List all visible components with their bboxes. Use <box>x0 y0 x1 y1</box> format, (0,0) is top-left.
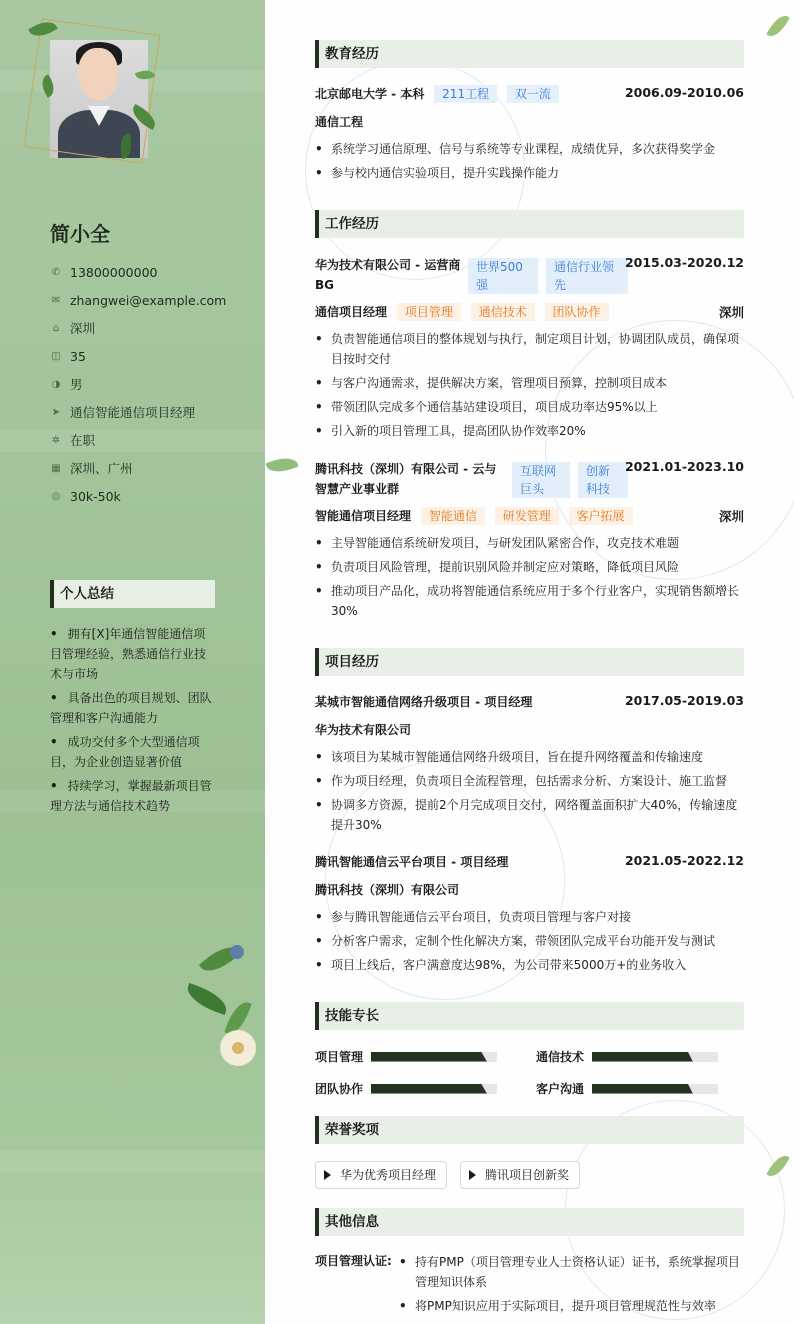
job-duty: • 主导智能通信系统研发项目，与研发团队紧密合作，攻克技术难题 <box>315 533 744 553</box>
age-row <box>50 342 226 370</box>
cake-icon: ◫ <box>51 350 61 362</box>
skill-tag: 智能通信 <box>421 507 485 525</box>
email-value: zhangwei@example.com <box>70 292 227 308</box>
target-city-value: 深圳、广州 <box>70 461 133 476</box>
project-company: 华为技术有限公司 <box>315 723 412 737</box>
skill-bar-fill <box>592 1084 693 1094</box>
honors-title: 荣誉奖项 <box>315 1116 744 1144</box>
status-icon: ✲ <box>51 434 61 446</box>
age-value: 35 <box>70 348 86 364</box>
city-row <box>50 314 226 342</box>
education-list <box>315 139 744 187</box>
phone-row <box>50 258 226 286</box>
major: 通信工程 <box>315 115 364 129</box>
project-details <box>315 747 744 839</box>
skill-bar <box>371 1084 497 1094</box>
job-duty: • 负责智能通信项目的整体规划与执行，制定项目计划，协调团队成员，确保项目按时交付 <box>315 329 744 369</box>
skill-name: 项目管理 <box>315 1050 364 1064</box>
job-duty: • 与客户沟通需求，提供解决方案，管理项目预算，控制项目成本 <box>315 373 744 393</box>
candidate-name: 简小全 <box>50 222 110 246</box>
summary-item: • 成功交付多个大型通信项目，为企业创造显著价值 <box>50 732 216 772</box>
job-header <box>315 459 744 499</box>
skill-tag: 研发管理 <box>495 507 559 525</box>
skill-item <box>315 1048 497 1065</box>
job-duty: • 负责项目风险管理，提前识别风险并制定应对策略，降低项目风险 <box>315 557 744 577</box>
project-detail: • 该项目为某城市智能通信网络升级项目，旨在提升网络覆盖和传输速度 <box>315 747 744 767</box>
project-detail: • 协调多方资源，提前2个月完成项目交付，网络覆盖面积扩大40%，传输速度提升30% <box>315 795 744 835</box>
job-header <box>315 255 744 295</box>
skill-item <box>536 1048 718 1065</box>
job-date: 2015.03-2020.12 <box>624 255 744 270</box>
skill-name: 客户沟通 <box>536 1082 585 1096</box>
education-title: 教育经历 <box>315 40 744 68</box>
project-detail: • 项目上线后，客户满意度达98%，为公司带来5000万+的业务收入 <box>315 955 744 975</box>
company-tag: 通信行业领 先 <box>546 258 628 294</box>
school-tag: 211工程 <box>434 85 497 103</box>
email-row <box>50 286 226 314</box>
leaf-decoration <box>266 453 299 476</box>
home-icon: ⌂ <box>52 322 60 334</box>
money-icon: ◎ <box>51 490 61 502</box>
job-role: 通信项目经理 <box>315 305 388 319</box>
skill-bar <box>371 1052 497 1062</box>
summary-item: • 拥有[X]年通信智能通信项目管理经验，熟悉通信行业技术与市场 <box>50 624 216 684</box>
skill-bar-fill <box>371 1084 487 1094</box>
main-content <box>265 0 794 1324</box>
city-value: 深圳 <box>70 321 96 336</box>
job-duties <box>315 533 744 625</box>
phone-value: 13800000000 <box>70 264 158 280</box>
cert-label: 项目管理认证: <box>315 1254 392 1268</box>
background-texture <box>0 1150 265 1172</box>
school-tag: 双一流 <box>507 85 559 103</box>
target-city-row <box>50 454 226 482</box>
skill-tag: 团队协作 <box>545 303 609 321</box>
summary-item: • 持续学习，掌握最新项目管理方法与通信技术趋势 <box>50 776 216 816</box>
skill-tag: 客户拓展 <box>569 507 633 525</box>
status-row <box>50 426 226 454</box>
work-title: 工作经历 <box>315 210 744 238</box>
company-tag: 互联网 巨头 <box>512 462 570 498</box>
cert-item: • 持有PMP（项目管理专业人士资格认证）证书，系统掌握项目管理知识体系 <box>399 1252 744 1292</box>
award-label: 华为优秀项目经理 <box>340 1168 437 1182</box>
summary-title: 个人总结 <box>50 580 215 608</box>
company-name: 腾讯科技（深圳）有限公司 - 云与 智慧产业事业群 <box>315 462 497 496</box>
summary-list <box>50 624 216 820</box>
summary-item: • 具备出色的项目规划、团队管理和客户沟通能力 <box>50 688 216 728</box>
target-job-row <box>50 398 226 426</box>
cert-list <box>399 1252 744 1320</box>
job-location: 深圳 <box>718 509 744 524</box>
skill-bar <box>592 1052 718 1062</box>
education-item: • 参与校内通信实验项目，提升实践操作能力 <box>315 163 744 183</box>
target-job-value: 通信智能通信项目经理 <box>70 405 196 420</box>
award-badge <box>315 1161 447 1189</box>
sidebar <box>0 0 265 1324</box>
play-icon <box>324 1170 331 1180</box>
skill-name: 团队协作 <box>315 1082 364 1096</box>
leaf-decoration <box>766 12 789 41</box>
education-date: 2006.09-2010.06 <box>624 85 744 100</box>
award-label: 腾讯项目创新奖 <box>485 1168 570 1182</box>
project-company: 腾讯科技（深圳）有限公司 <box>315 883 460 897</box>
play-icon <box>469 1170 476 1180</box>
mail-icon: ✉ <box>51 294 61 306</box>
contact-info <box>50 258 226 510</box>
cert-item: • 将PMP知识应用于实际项目，提升项目管理规范性与效率 <box>399 1296 744 1316</box>
company-name: 华为技术有限公司 - 运营商 BG <box>315 258 461 292</box>
status-value: 在职 <box>70 433 96 448</box>
project-name: 某城市智能通信网络升级项目 - 项目经理 <box>315 695 533 709</box>
school-name: 北京邮电大学 - 本科 <box>315 87 425 101</box>
avatar <box>50 40 148 158</box>
skill-bar <box>592 1084 718 1094</box>
project-date: 2017.05-2019.03 <box>624 693 744 708</box>
skill-tag: 通信技术 <box>471 303 535 321</box>
gender-value: 男 <box>70 377 83 392</box>
project-detail: • 作为项目经理，负责项目全流程管理，包括需求分析、方案设计、施工监督 <box>315 771 744 791</box>
skill-item <box>315 1080 497 1097</box>
skill-tag: 项目管理 <box>397 303 461 321</box>
skill-bar-fill <box>592 1052 693 1062</box>
skill-name: 通信技术 <box>536 1050 585 1064</box>
job-duties <box>315 329 744 445</box>
phone-icon: ✆ <box>51 266 61 278</box>
project-details <box>315 907 744 979</box>
building-icon: ▦ <box>51 462 61 474</box>
education-item: • 系统学习通信原理、信号与系统等专业课程，成绩优异，多次获得奖学金 <box>315 139 744 159</box>
job-role: 智能通信项目经理 <box>315 509 412 523</box>
job-duty: • 推动项目产品化，成功将智能通信系统应用于多个行业客户，实现销售额增长30% <box>315 581 744 621</box>
projects-title: 项目经历 <box>315 648 744 676</box>
job-date: 2021.01-2023.10 <box>624 459 744 474</box>
job-duty: • 引入新的项目管理工具，提高团队协作效率20% <box>315 421 744 441</box>
project-header <box>315 853 744 871</box>
award-badge <box>460 1161 580 1189</box>
project-date: 2021.05-2022.12 <box>624 853 744 868</box>
salary-row <box>50 482 226 510</box>
project-name: 腾讯智能通信云平台项目 - 项目经理 <box>315 855 509 869</box>
company-tag: 创新 科技 <box>578 462 628 498</box>
skill-bar-fill <box>371 1052 487 1062</box>
company-tag: 世界500 强 <box>468 258 538 294</box>
project-header <box>315 693 744 711</box>
job-duty: • 带领团队完成多个通信基站建设项目，项目成功率达95%以上 <box>315 397 744 417</box>
project-detail: • 参与腾讯智能通信云平台项目，负责项目管理与客户对接 <box>315 907 744 927</box>
skills-title: 技能专长 <box>315 1002 744 1030</box>
project-detail: • 分析客户需求，定制个性化解决方案，带领团队完成平台功能开发与测试 <box>315 931 744 951</box>
send-icon: ➤ <box>51 406 61 418</box>
flower-decoration <box>180 930 265 1090</box>
skill-item <box>536 1080 718 1097</box>
other-title: 其他信息 <box>315 1208 744 1236</box>
job-role-row <box>315 507 744 525</box>
gender-row <box>50 370 226 398</box>
job-location: 深圳 <box>718 305 744 320</box>
job-role-row <box>315 303 744 321</box>
gender-icon: ◑ <box>51 378 61 390</box>
salary-value: 30k-50k <box>70 488 121 504</box>
education-header <box>315 85 744 103</box>
